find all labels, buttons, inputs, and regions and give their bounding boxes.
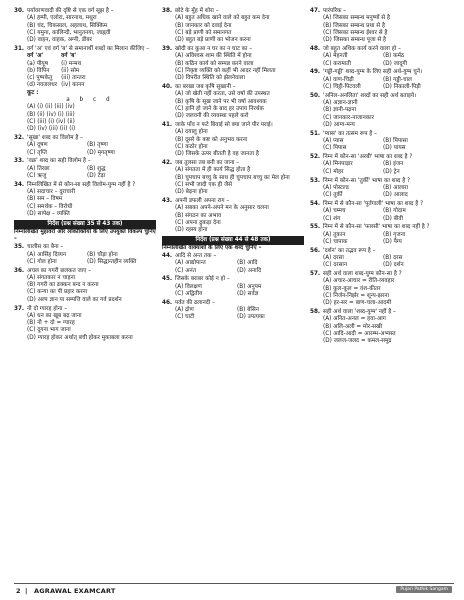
question-35: 35. चालीस का बैना – (A) आसिंह दिव्यन (B) चौड़ा होना (C) गोल होना (D) सिद्धान्तहीन व्यक्ति xyxy=(14,244,137,265)
section-header: निर्देश (प्रश्न संख्या 44 से 48 तक) xyxy=(162,236,304,244)
question-32: 32. 'सूखा' शब्द का विलोम है – (A) दूषण (B) तृष्णा (C) तृप्ति (D) मृगतृष्णा xyxy=(14,135,115,156)
question-55: 55. निम्न में से कौन-सा 'फारसी' भाषा का शब्द नहीं है ? (A) तुकान (B) गृजना (C) चापाक (D) पैग्य xyxy=(310,224,430,245)
question-42: 42. जब तुलसा तब बनी का जाना – (A) संगतता में ही कार्य सिद्ध होता है (B) चुपचाप बच्चु के साथ ही चुपचाप बच्चु का मेल होना (C) सभी जादी एक ही जैसे (D) बेढ़ना होना xyxy=(162,159,290,196)
publisher-badge: Pujari Pathik Sangam xyxy=(396,586,452,593)
question-45: 45. जिसके बराबर कोई न हो – (A) विलक्षण (B) अनुपम (C) अद्वितीय (D) सर्वज्ञ xyxy=(162,276,262,297)
question-51: 51. 'प्यास' का तत्सम रूप है – (A) प्यास (B) पिपासा (C) पिपास (D) पायस xyxy=(310,130,408,152)
option-d: (D) वाहन, वाहक, अग्नी, डीबर xyxy=(27,37,92,44)
question-31: 31. वर्ग 'अ' एवं वर्ग 'ब' से समानार्थी शब्दों का मिलान कीजिए – वर्ग 'अ' वर्ग 'ब' (a) पीयूष (i) मन्मथ (b) विपिन (ii) सोम (c) पुष्पकेतु (iii) तान्तरा (d) नवजलधर (iv) कानन कूट : a b c d (A) (i) (ii) (iii) (iv) (B) (ii) (iv) (i) (iii) (C) (iii) (i) (iv) (ii) (D) (iv) (iii) (ii) (i) xyxy=(14,46,156,134)
question-48: 48. जो बहुत अधिक कार्य करने वाला हो – (A) मेहनती (B) कर्मठ (C) करामाती (D) जादूगी xyxy=(310,45,408,67)
question-46: 46. पर्वत की ढलानदी – (A) द्रोण (B) बेसिन (C) घाटी (D) उपत्यका xyxy=(162,299,265,321)
question-47: 47. पारंपरिक – (A) जिसका सम्बन्ध मनुष्यों से है (B) जिसका सम्बन्ध प्रथा से है (C) जिसका सम्बन्ध ईश्वर से है (D) जिसका सम्बन्ध पूजा से है xyxy=(310,8,390,44)
page-footer xyxy=(0,583,464,600)
column-left xyxy=(14,8,156,342)
column-right xyxy=(310,8,452,346)
footer-divider xyxy=(14,583,454,584)
question-33: 33. 'वक्र' शब्द का सही विलोम है – (A) तिरछा (B) शुद्ध (C) ऋजु (D) टेढ़ा xyxy=(14,158,106,180)
question-41: 41. जाके पाँव न फटे बिवाई सो क्या जाने पीर पराई। (A) दयालु होना (B) दूसरे के कष्ट को अनुभव करना (C) कठोर होना (D) जिसके ऊपर बीतती है वह जानता है xyxy=(162,121,273,158)
question-50: 50. 'अनिल-अनलिता' शब्दों का सही अर्थ बताइये। (A) अज्ञान-ज्ञानी (B) ज्ञानी-पढ़ना (C) जानकार-नाजानकार (D) आग्य-मन्य xyxy=(310,92,417,128)
question-49: 49. 'गड्ढी-गड्ढी' शब्द-युग्म के लिए सही अर्थ-युग्म चुनें। (A) वाण-चिढ़ी (B) गड्ढी-चाल (C) चिट्ठी-पिटवली (D) निकाली-पिड़ी xyxy=(310,69,423,90)
question-39: 39. खोदी का कुआ न घर का न घाट का – (A) अविश्वस शाम की स्थिति में होना (B) कठिन कार्य को सम्पन्न करने वाला (C) निकृष्ट व्यक्ति को कहीं भी आदर नहीं मिलता (D) विपरीत स्थिति को झेलनेवाला xyxy=(162,45,276,82)
section-instruction: निम्नलिखित वाक्यांशों के लिए एक शब्द चुनिए – xyxy=(162,244,262,251)
option-d: (D) (iv) (iii) (ii) (i) xyxy=(27,126,76,133)
section-instruction: निम्नलिखित मुहावरों और लोकोक्तियों के लिए उपयुक्त विकल्प चुनिए – xyxy=(14,228,156,242)
option-c: (C) (iii) (i) (iv) (ii) xyxy=(27,118,75,125)
option-c: (C) यमुना, कालिन्दी, भानुतनया, जाह्नवी xyxy=(27,29,111,36)
option-b: (B) चंद, चिकसाल, अहलाथ, सिक्किम xyxy=(27,22,108,29)
question-40: 40. का बरखा जब कृषि सुखानी – (A) जो खेती नहीं करता, उसे वर्षा की उपस्थत (B) कृषि के सूख जाने पर भी वर्षा आवश्यक (C) हानि हो जाने के बाद हर उपाय निरर्थक (D) जलवनी की व्यवस्था पहले करो xyxy=(162,83,270,120)
page-number: 2 xyxy=(16,587,21,595)
brand-name: AGRAWAL EXAMCART xyxy=(34,587,116,595)
question-58: 58. सही अर्थ वाला 'शब्द-युग्म' नहीं है – (A) अनित-अनल = हवा-आग (B) अलि-अली = मोर-सखी (C) आदि-आदी = आरम्भ-अभ्यस्त (D) जलज-जलद = कमल-समुद्र xyxy=(310,309,396,345)
question-37: 37. नौ दो ग्यारह होना – (A) धन का खूब बढ़ जाना (B) नौ + दो = ग्यारह (C) दुगना भाग जाना (D) ग्यारह होकर अर्थात् बची होकर मुकाबला करना xyxy=(14,305,133,341)
question-page xyxy=(14,8,454,568)
footer-separator: | xyxy=(25,587,28,595)
question-53: 53. निम्न में कौन-सा 'तुर्की' भाषा का शब्द है ? (A) पोस्टल्ड (B) आलारा (C) तुर्की (D) आलाद xyxy=(310,177,411,199)
option-b: (B) (ii) (iv) (i) (iii) xyxy=(27,111,75,118)
option-a: (A) हम्पी, एलोरा, सारनाथ, मथुरा xyxy=(27,15,97,22)
question-43: 43. अपनी डफली अपना राग – (A) सबका अपने-अपने मन के अनुसार चलना (B) संगठन का अभाव (C) अपना ढुकड़ा देना (D) रहस्य होना xyxy=(162,197,269,234)
question-57: 57. सही अर्थ वाला शब्द-युग्म कौन-सा है ? (A) अचार-आचार = रीति-व्यवहार (B) कुल-कूल = वंश-कीतर (C) निर्जन-निर्झर = शून्य-झरना (D) हर-सर = बाण-चला-आदमी xyxy=(310,271,402,307)
question-52: 52. निम्न में कौन-सा 'अरबी' भाषा का शब्द है ? (A) मिनपाड़ार (B) इंजन (C) मोहर (D) ट्रेन xyxy=(310,154,413,175)
option-a: (A) (i) (ii) (iii) (iv) xyxy=(27,104,75,111)
column-middle xyxy=(162,8,304,322)
match-table: वर्ग 'अ' वर्ग 'ब' (a) पीयूष (i) मन्मथ (b) विपिन (ii) सोम (c) पुष्पकेतु (iii) तान्तरा (d) नवजलधर (iv) कानन xyxy=(27,53,86,89)
question-34: 34. निम्नलिखित में से कौन-सा सही विलोम-युग्म नहीं है ? (A) सदाचार – दुराचारी (B) सम – विषम (C) समर्थक – विरोधी (D) सापेक्ष – व्यक्ति xyxy=(14,181,136,218)
section-header: निर्देश (प्रश्न संख्या 35 से 43 तक) xyxy=(14,220,156,228)
question-30: 30. पर्यावरणवादी की दृष्टि से एक वर्ग सूझ है – (A) हम्पी, एलोरा, सारनाथ, मथुरा (B) चंद, चिकसाल, अहलाथ, सिक्किम (C) यमुना, कालिन्दी, भानुतनया, जाह्नवी (D) वाहन, वाहक, अग्नी, डीबर xyxy=(14,8,156,44)
code-header: a b c d xyxy=(66,97,110,104)
question-56: 56. 'दर्शन' का तद्भव रूप है – (A) दरसा (B) दरस (C) दरसान (D) दर्शन xyxy=(310,247,404,269)
question-36: 36. अचल का गगरी छलकत जाए – (A) संगतकार न चाहना (B) गगरी का ढक्कन बन्द न करना (C) कन्या का पी प्रहार करना (D) अल्प ज्ञान या सम्पत्ति वाले का गर्व प्रदर्शन xyxy=(14,267,122,303)
question-54: 54. निम्न में से कौन-सा 'पुर्तगाली' भाषा का शब्द है ? (A) चम्मच (B) गोदाम (C) शंग (D) बीवी xyxy=(310,200,424,222)
question-44: 44. आदि से अन्त तक – (A) आद्योपान्त (B) आदि (C) अनंत (D) अनादि xyxy=(162,253,262,274)
question-38: 38. छोटे के मुँह में शोरा – (A) बहुत अधिक खाने वाले को बहुत कम देना (B) जानकार को दवाई देना (C) बड़े प्राणी को समानगत (D) बहुत बड़े प्राणी का भोजन करना xyxy=(162,8,270,44)
